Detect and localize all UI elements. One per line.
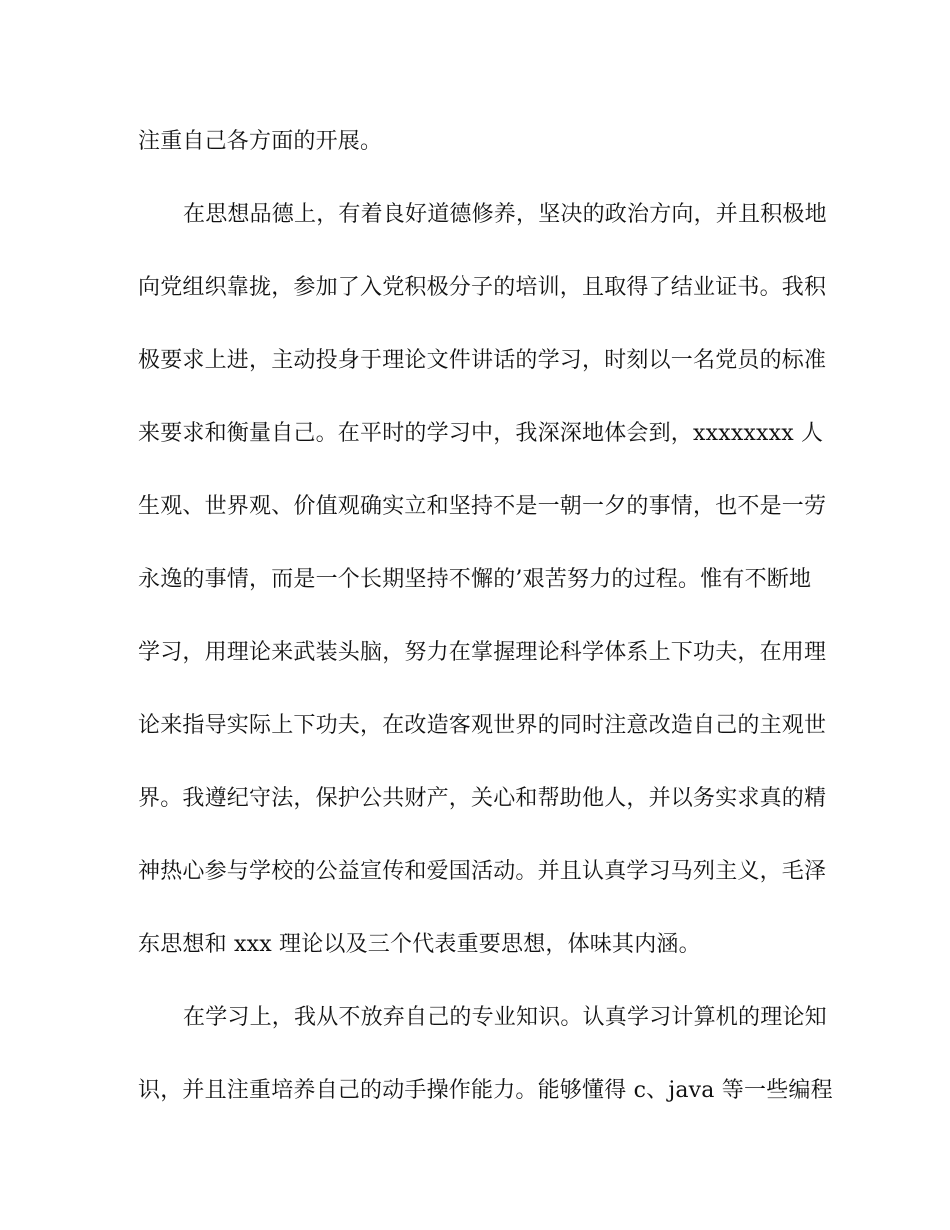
text-line-6: 生观、世界观、价值观确实立和坚持不是一朝一夕的事情，也不是一劳 — [138, 494, 827, 519]
paragraph-start-moral: 在思想品德上，有着良好道德修养，坚决的政治方向，并且积极地 — [183, 202, 827, 227]
text-line-1: 注重自己各方面的开展。 — [138, 129, 383, 154]
text-line-14: 识，并且注重培养自己的动手操作能力。能够懂得 c、java 等一些编程 — [138, 1078, 833, 1103]
text-line-12: 东思想和 xxx 理论以及三个代表重要思想，体味其内涵。 — [138, 932, 701, 957]
text-line-10: 界。我遵纪守法，保护公共财产，关心和帮助他人，并以务实求真的精 — [138, 786, 827, 811]
text-line-8: 学习，用理论来武装头脑，努力在掌握理论科学体系上下功夫，在用理 — [138, 640, 827, 665]
text-line-9: 论来指导实际上下功夫，在改造客观世界的同时注意改造自己的主观世 — [138, 713, 827, 738]
paragraph-start-study: 在学习上，我从不放弃自己的专业知识。认真学习计算机的理论知 — [183, 1005, 827, 1030]
text-line-3: 向党组织靠拢，参加了入党积极分子的培训，且取得了结业证书。我积 — [138, 275, 827, 300]
text-line-5: 来要求和衡量自己。在平时的学习中，我深深地体会到，xxxxxxxx 人 — [138, 421, 824, 446]
text-line-7: 永逸的事情，而是一个长期坚持不懈的’艰苦努力的过程。惟有不断地 — [138, 567, 812, 592]
text-line-4: 极要求上进，主动投身于理论文件讲话的学习，时刻以一名党员的标准 — [138, 348, 827, 373]
text-line-11: 神热心参与学校的公益宣传和爱国活动。并且认真学习马列主义，毛泽 — [138, 859, 827, 884]
